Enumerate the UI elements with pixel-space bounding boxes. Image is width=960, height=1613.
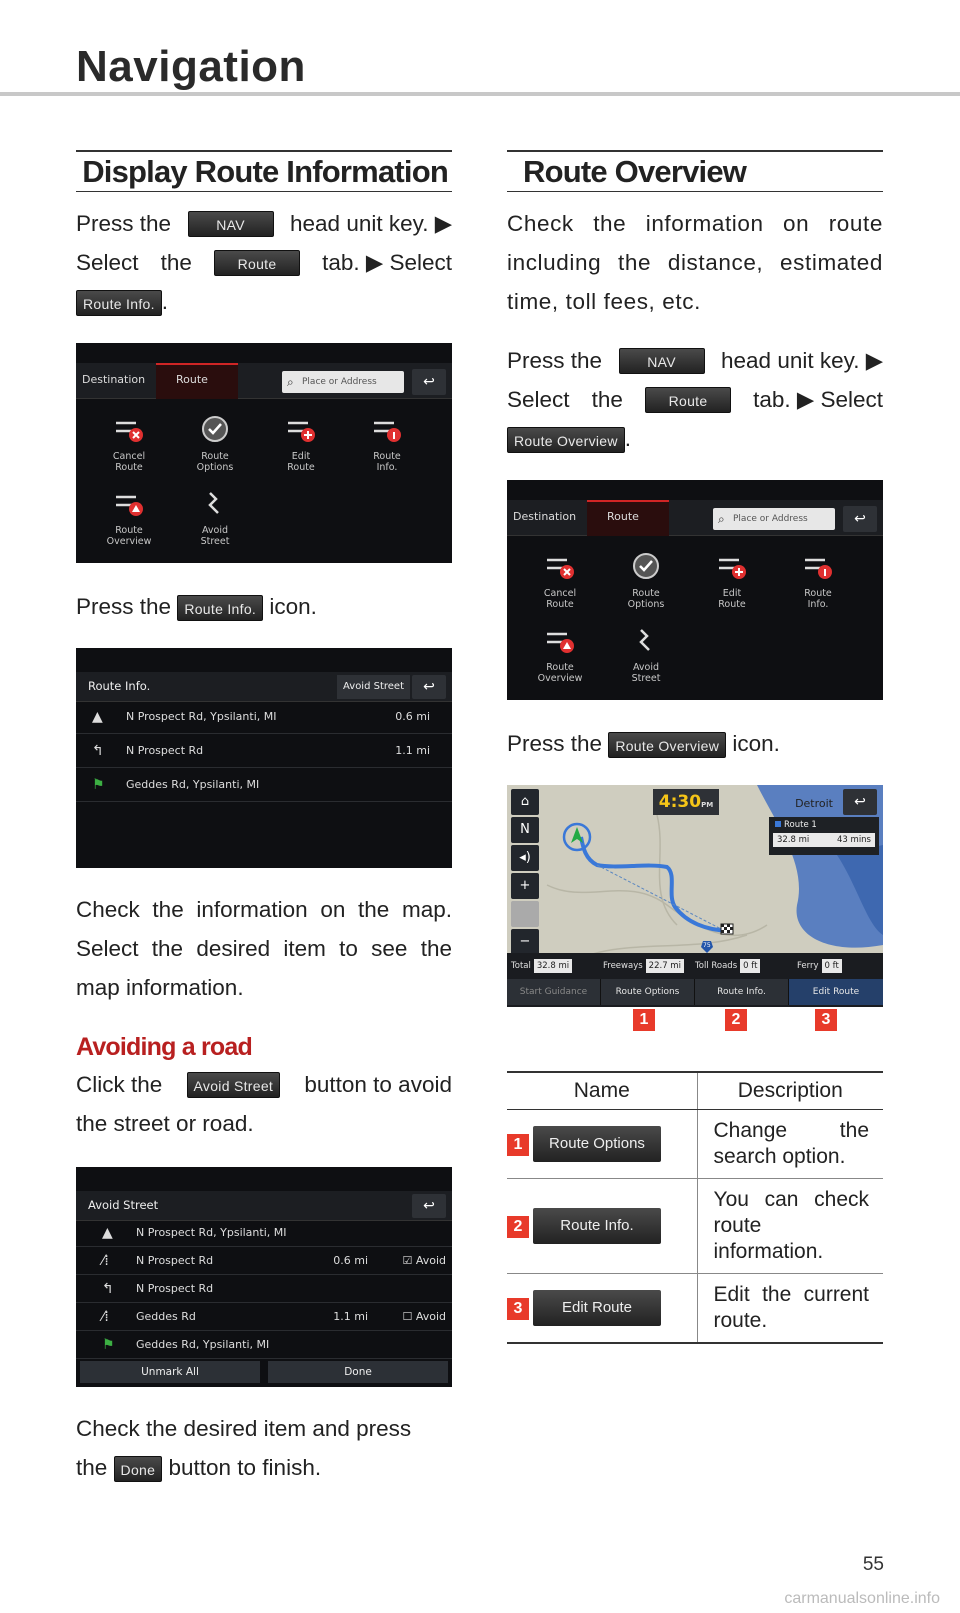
- route-info-top-bar: [76, 672, 452, 702]
- route-menu-top-bar: [507, 500, 883, 536]
- route-overview-chip: Route Overview: [507, 427, 625, 453]
- scale-indicator: [511, 901, 539, 927]
- menu-label-line2: Overview: [537, 673, 583, 684]
- route-options-icon: [198, 415, 232, 445]
- avoid-checkbox-unchecked[interactable]: ☐ Avoid: [402, 1310, 446, 1323]
- text-press-the: Press the: [76, 594, 172, 619]
- menu-route-overview[interactable]: [515, 626, 605, 684]
- stat-value: 32.8 mi: [534, 959, 572, 973]
- right-column: [507, 150, 883, 1344]
- row-text: N Prospect Rd, Ypsilanti, MI: [136, 1226, 287, 1239]
- section-heading-display-route-info: Display Route Information: [76, 150, 452, 192]
- page-number: 55: [862, 1554, 884, 1575]
- row-distance: 0.6 mi: [395, 710, 430, 723]
- menu-label-line1: Cancel: [543, 588, 577, 599]
- route-stats-row: [773, 833, 875, 847]
- destination-flag-icon: ⚑: [92, 777, 105, 793]
- row-text: N Prospect Rd: [136, 1254, 214, 1267]
- instruction-line-2: [507, 380, 883, 419]
- text-period: .: [161, 289, 169, 314]
- route-distance: 32.8 mi: [777, 835, 810, 845]
- menu-label-line1: Edit: [722, 588, 742, 599]
- menu-avoid-street[interactable]: [601, 626, 691, 684]
- stat-value: 0 ft: [822, 959, 842, 973]
- watermark: carmanualsonline.info: [784, 1590, 940, 1607]
- zoom-in-button[interactable]: +: [511, 873, 539, 899]
- avoid-street-icon: [629, 626, 663, 656]
- row-distance: 1.1 mi: [395, 744, 430, 757]
- menu-label-line1: Route: [373, 451, 401, 462]
- text-period: .: [624, 426, 632, 451]
- route-menu-screenshot-2: [507, 480, 883, 700]
- menu-avoid-street[interactable]: [170, 489, 260, 547]
- map-bottom-panel: [507, 953, 883, 1007]
- done-chip: Done: [114, 1456, 163, 1482]
- stat-label: Freeways: [603, 961, 643, 971]
- tab-destination[interactable]: Destination: [513, 510, 577, 523]
- menu-route-options[interactable]: [601, 552, 691, 610]
- row-text: N Prospect Rd, Ypsilanti, MI: [126, 710, 277, 723]
- route-info-title: Route Info.: [88, 679, 151, 693]
- destination-flag-icon: ⚑: [102, 1337, 115, 1353]
- tab-destination[interactable]: Destination: [82, 373, 146, 386]
- menu-label-line2: Overview: [106, 536, 152, 547]
- text-head-unit-key: head unit key. ▶: [721, 347, 883, 373]
- text-button-to-finish: button to finish.: [168, 1455, 322, 1480]
- avoid-street-title: Avoid Street: [88, 1198, 159, 1212]
- list-item[interactable]: [76, 1247, 452, 1275]
- route-info-button[interactable]: Route Info.: [695, 979, 789, 1005]
- stat-toll-roads: [695, 957, 760, 975]
- stat-ferry: [797, 957, 842, 975]
- menu-label-line1: Route: [201, 451, 229, 462]
- edit-route-chip: Edit Route: [533, 1290, 661, 1326]
- table-row: [507, 1109, 883, 1178]
- instruction-line-1: [507, 341, 883, 380]
- description-cell: Edit the current route.: [697, 1273, 883, 1343]
- route-overview-chip: Route Overview: [608, 732, 726, 758]
- section-heading-route-overview: Route Overview: [507, 150, 883, 192]
- route-info-screenshot: [76, 648, 452, 868]
- clock-suffix: PM: [701, 801, 714, 809]
- nav-key-chip: NAV: [619, 348, 705, 374]
- nav-volume-button[interactable]: ◂): [511, 845, 539, 871]
- route-time: 43 mins: [837, 835, 871, 845]
- header-name: Name: [507, 1072, 697, 1109]
- list-item[interactable]: [76, 734, 452, 768]
- tab-route[interactable]: Route: [607, 510, 639, 523]
- finish-line-2: [76, 1448, 452, 1487]
- callout-2: 2: [507, 1216, 529, 1238]
- list-item[interactable]: [76, 700, 452, 734]
- header-description: Description: [697, 1072, 883, 1109]
- route-menu-screenshot: [76, 343, 452, 563]
- page-title: Navigation: [76, 42, 306, 91]
- finish-line-1: Check the desired item and press: [76, 1416, 412, 1441]
- menu-label-line2: Route: [546, 599, 574, 610]
- start-flag-icon: ▲: [102, 1225, 113, 1241]
- avoid-checkbox-checked[interactable]: ☑ Avoid: [402, 1254, 446, 1267]
- route-options-button[interactable]: Route Options: [601, 979, 695, 1005]
- menu-label-line2: Street: [200, 536, 230, 547]
- callout-1: 1: [633, 1009, 655, 1031]
- text-the: the: [591, 386, 623, 412]
- edit-route-icon: [715, 552, 749, 582]
- turn-left-icon: ↰: [92, 743, 104, 759]
- route-label: Route 1: [784, 820, 817, 830]
- menu-route-overview[interactable]: [84, 489, 174, 547]
- check-map-paragraph: Check the information on the map. Select the desired item to see the map information.: [76, 897, 452, 1000]
- menu-label-line1: Route: [632, 588, 660, 599]
- menu-label-line2: Route: [115, 462, 143, 473]
- nav-key-chip: NAV: [188, 211, 274, 237]
- list-item[interactable]: [76, 1331, 452, 1359]
- text-click-the: Click the: [76, 1071, 163, 1097]
- start-guidance-button[interactable]: Start Guidance: [507, 979, 601, 1005]
- table-row: [507, 1273, 883, 1343]
- back-button[interactable]: ↩: [412, 369, 446, 395]
- menu-label-line1: Avoid: [201, 525, 229, 536]
- route-overview-icon: [543, 626, 577, 656]
- menu-label-line2: Options: [627, 599, 665, 610]
- description-cell: Change the search option.: [697, 1109, 883, 1178]
- avoid-street-top-bar: [76, 1191, 452, 1221]
- callout-3: 3: [507, 1298, 529, 1320]
- stat-freeways: [603, 957, 684, 975]
- table-row: [507, 1178, 883, 1273]
- avoid-street-icon: [198, 489, 232, 519]
- cancel-route-icon: [112, 415, 146, 445]
- menu-label-line1: Avoid: [632, 662, 660, 673]
- title-rule: [0, 92, 960, 96]
- menu-label-line1: Route: [804, 588, 832, 599]
- row-text: N Prospect Rd: [136, 1282, 214, 1295]
- text-select: Select: [76, 249, 139, 275]
- description-cell: You can check route information.: [697, 1178, 883, 1273]
- unmark-all-button[interactable]: Unmark All: [80, 1361, 260, 1383]
- tab-route[interactable]: Route: [176, 373, 208, 386]
- menu-route-info[interactable]: [773, 552, 863, 610]
- menu-route-info[interactable]: [342, 415, 432, 473]
- avoid-street-screenshot: [76, 1167, 452, 1387]
- menu-label-line1: Cancel: [112, 451, 146, 462]
- route-menu-top-bar: [76, 363, 452, 399]
- avoiding-road-heading: Avoiding a road: [76, 1033, 252, 1061]
- stat-label: Ferry: [797, 961, 819, 971]
- row-distance: 1.1 mi: [333, 1310, 368, 1323]
- avoid-instruction-line-1: [76, 1065, 452, 1104]
- menu-label-line1: Route: [115, 525, 143, 536]
- back-button[interactable]: ↩: [843, 506, 877, 532]
- instruction-line-2: [76, 243, 452, 282]
- city-label: Detroit: [795, 797, 833, 810]
- route-info-chip: Route Info.: [533, 1208, 661, 1244]
- callout-1: 1: [507, 1134, 529, 1156]
- turn-left-icon: ↰: [102, 1281, 114, 1297]
- instruction-line-3: [76, 282, 452, 321]
- list-item[interactable]: [76, 1275, 452, 1303]
- route-overview-intro: Check the information on route including the distance, estimated time, toll fees, etc.: [507, 211, 883, 314]
- place-search-input[interactable]: ⌕ Place or Address: [282, 371, 404, 393]
- route-tab-chip: Route: [214, 250, 300, 276]
- edit-route-button[interactable]: Edit Route: [789, 979, 883, 1005]
- start-flag-icon: ▲: [92, 709, 103, 725]
- route-info-icon: [801, 552, 835, 582]
- menu-label-line2: Route: [718, 599, 746, 610]
- menu-label-line2: Street: [631, 673, 661, 684]
- north-up-button[interactable]: N: [511, 817, 539, 843]
- edit-route-icon: [284, 415, 318, 445]
- zoom-out-button[interactable]: −: [511, 929, 539, 955]
- text-select: Select: [507, 386, 570, 412]
- text-button-to-avoid: button to avoid: [304, 1071, 452, 1097]
- route-overview-map-screenshot: [507, 785, 883, 1007]
- road-icon: ⁄⁞: [102, 1253, 109, 1269]
- cancel-route-icon: [543, 552, 577, 582]
- left-column: [76, 150, 452, 1487]
- callout-row: [507, 1007, 883, 1033]
- text-press-the: Press the: [507, 347, 603, 373]
- stat-value: 22.7 mi: [646, 959, 684, 973]
- route-tab-chip: Route: [645, 387, 731, 413]
- row-text: N Prospect Rd: [126, 744, 204, 757]
- route-summary-card[interactable]: [769, 817, 879, 855]
- row-distance: 0.6 mi: [333, 1254, 368, 1267]
- text-tab-select: tab. ▶ Select: [322, 249, 452, 275]
- instruction-line-3: [507, 419, 883, 458]
- done-button[interactable]: Done: [268, 1361, 448, 1383]
- route-overview-icon: [112, 489, 146, 519]
- stat-label: Total: [511, 961, 531, 971]
- menu-cancel-route[interactable]: [84, 415, 174, 473]
- text-tab-select: tab. ▶ Select: [753, 386, 883, 412]
- text-press-the: Press the: [76, 210, 172, 236]
- list-item[interactable]: [76, 1303, 452, 1331]
- menu-route-options[interactable]: [170, 415, 260, 473]
- row-text: Geddes Rd: [136, 1310, 196, 1323]
- clock-display: [653, 789, 719, 815]
- text-icon: icon.: [732, 731, 780, 756]
- route-options-chip: Route Options: [533, 1126, 661, 1162]
- avoid-street-chip: Avoid Street: [187, 1072, 281, 1098]
- text-the: the: [76, 1455, 108, 1480]
- text-icon: icon.: [269, 594, 317, 619]
- menu-label-line1: Edit: [291, 451, 311, 462]
- menu-cancel-route[interactable]: [515, 552, 605, 610]
- route-info-chip: Route Info.: [177, 595, 263, 621]
- back-button[interactable]: ↩: [412, 1194, 446, 1218]
- clock-time: 4:30: [658, 792, 702, 812]
- menu-label-line2: Info.: [376, 462, 398, 473]
- avoid-street-button[interactable]: Avoid Street: [337, 675, 410, 699]
- stat-label: Toll Roads: [695, 961, 738, 971]
- menu-label-line2: Route: [287, 462, 315, 473]
- table-header-row: [507, 1072, 883, 1109]
- button-description-table: [507, 1071, 883, 1344]
- text-head-unit-key: head unit key. ▶: [290, 210, 452, 236]
- route-info-icon: [370, 415, 404, 445]
- name-cell: [507, 1178, 697, 1273]
- callout-3: 3: [815, 1009, 837, 1031]
- row-text: Geddes Rd, Ypsilanti, MI: [136, 1338, 270, 1351]
- route-label-row: [769, 817, 879, 833]
- place-search-input[interactable]: ⌕ Place or Address: [713, 508, 835, 530]
- list-item[interactable]: [76, 768, 452, 802]
- menu-edit-route[interactable]: [256, 415, 346, 473]
- menu-label-line1: Route: [546, 662, 574, 673]
- menu-label-line2: Options: [196, 462, 234, 473]
- text-the: the: [160, 249, 192, 275]
- route-color-swatch: [775, 821, 781, 827]
- avoid-instruction-line-2: the street or road.: [76, 1111, 254, 1136]
- menu-label-line2: Info.: [807, 599, 829, 610]
- road-icon: ⁄⁞: [102, 1309, 109, 1325]
- back-button[interactable]: ↩: [412, 675, 446, 699]
- stat-value: 0 ft: [740, 959, 760, 973]
- back-button[interactable]: ↩: [843, 789, 877, 815]
- instruction-press-route-overview: [507, 724, 883, 763]
- route-options-icon: [629, 552, 663, 582]
- home-button[interactable]: ⌂: [511, 789, 539, 815]
- highway-shield-label: 75: [703, 942, 711, 949]
- instruction-line-1: [76, 204, 452, 243]
- row-text: Geddes Rd, Ypsilanti, MI: [126, 778, 260, 791]
- name-cell: [507, 1109, 697, 1178]
- name-cell: [507, 1273, 697, 1343]
- text-press-the: Press the: [507, 731, 603, 756]
- route-info-chip: Route Info.: [76, 290, 162, 316]
- list-item[interactable]: [76, 1219, 452, 1247]
- menu-edit-route[interactable]: [687, 552, 777, 610]
- callout-2: 2: [725, 1009, 747, 1031]
- stat-total: [511, 957, 572, 975]
- instruction-press-route-info: [76, 587, 452, 626]
